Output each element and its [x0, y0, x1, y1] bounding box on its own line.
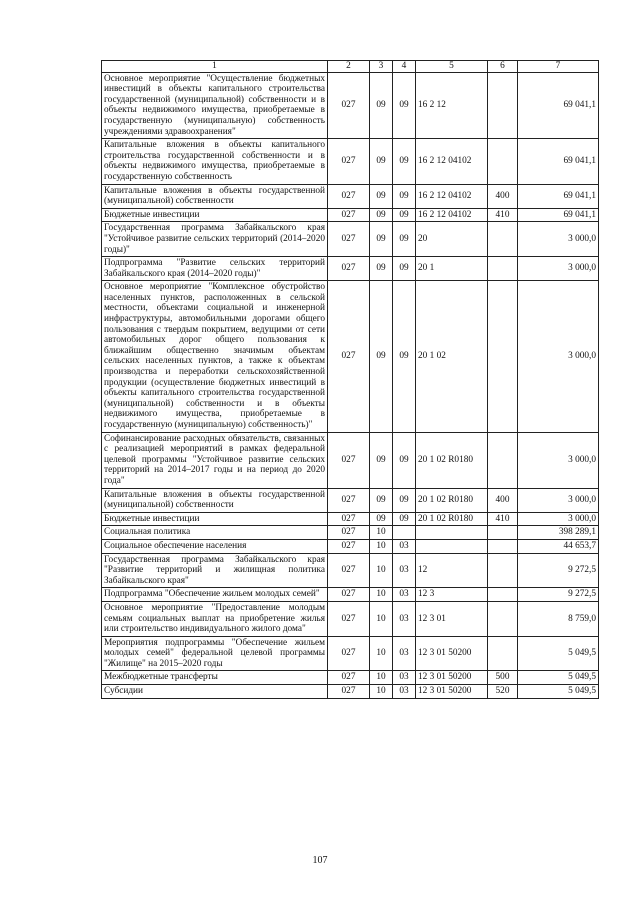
col-sum: 3 000,0	[518, 488, 599, 512]
col-rz: 09	[370, 257, 393, 281]
row-name: Подпрограмма "Развитие сельских территорий Забайкальского края (2014–2020 годы)"	[102, 257, 328, 281]
header-cell: 6	[488, 61, 518, 73]
row-name: Софинансирование расходных обязательств, связанных с реализацией мероприятий в рамках федеральной целевой программы "Устойчивое развитие сельских территорий на 2014–2017 годы и на период до 2020 года"	[102, 432, 328, 488]
col-rz: 09	[370, 72, 393, 139]
col-gr: 027	[328, 72, 370, 139]
col-vr	[488, 636, 518, 671]
row-name: Капитальные вложения в объекты государственной (муниципальной) собственности	[102, 184, 328, 208]
table-row	[102, 432, 599, 488]
table-row	[102, 601, 599, 636]
col-gr: 027	[328, 588, 370, 602]
col-cs: 20 1	[416, 257, 488, 281]
col-rz: 10	[370, 636, 393, 671]
row-name: Капитальные вложения в объекты государственной (муниципальной) собственности	[102, 488, 328, 512]
row-name: Основное мероприятие "Комплексное обустройство населенных пунктов, расположенных в сельской местности, объектами социальной и инженерной инфраструктуры, автомобильными дорогами общего пользования с твердым покрытием, ведущими от сети автомобильных дорог общего пользования к ближайшим общественно значимым объектам сельских населенных пунктов, а также к объектам производства и переработки сельскохозяйственной продукции (осуществление бюджетных инвестиций в объекты капитального строительства государственной (муниципальной) собственности и в объекты недвижимого имущества, приобретаемые в государственную (муниципальную) собственность)"	[102, 281, 328, 432]
table-row	[102, 539, 599, 553]
col-vr: 410	[488, 208, 518, 222]
col-vr	[488, 139, 518, 184]
col-cs: 20 1 02	[416, 281, 488, 432]
header-cell: 7	[518, 61, 599, 73]
col-pr: 09	[393, 488, 416, 512]
col-gr: 027	[328, 184, 370, 208]
col-gr: 027	[328, 685, 370, 699]
col-cs	[416, 526, 488, 540]
col-cs: 12 3	[416, 588, 488, 602]
col-pr: 09	[393, 432, 416, 488]
table-row	[102, 512, 599, 526]
col-gr: 027	[328, 539, 370, 553]
col-cs: 16 2 12 04102	[416, 208, 488, 222]
row-name: Государственная программа Забайкальского края "Развитие территорий и жилищная политика Забайкальского края"	[102, 553, 328, 588]
col-gr: 027	[328, 601, 370, 636]
col-gr: 027	[328, 512, 370, 526]
col-rz: 09	[370, 512, 393, 526]
col-pr: 09	[393, 257, 416, 281]
col-gr: 027	[328, 636, 370, 671]
col-sum: 9 272,5	[518, 588, 599, 602]
col-rz: 10	[370, 539, 393, 553]
col-pr: 09	[393, 72, 416, 139]
col-cs: 12 3 01 50200	[416, 685, 488, 699]
col-gr: 027	[328, 222, 370, 257]
col-sum: 3 000,0	[518, 222, 599, 257]
col-gr: 027	[328, 553, 370, 588]
row-name: Основное мероприятие "Осуществление бюджетных инвестиций в объекты капитального строительства государственной (муниципальной) собственности и в объекты недвижимого имущества, приобретаемые в государственную (муниципальную) собственность учреждениями здравоохранения"	[102, 72, 328, 139]
col-cs: 12 3 01 50200	[416, 636, 488, 671]
table-row	[102, 281, 599, 432]
col-pr: 09	[393, 222, 416, 257]
col-pr: 03	[393, 671, 416, 685]
header-cell: 4	[393, 61, 416, 73]
col-pr: 03	[393, 636, 416, 671]
budget-table	[101, 60, 599, 699]
col-gr: 027	[328, 257, 370, 281]
row-name: Подпрограмма "Обеспечение жильем молодых семей"	[102, 588, 328, 602]
table-row	[102, 72, 599, 139]
row-name: Мероприятия подпрограммы "Обеспечение жильем молодых семей" федеральной целевой программы "Жилище" на 2015–2020 годы	[102, 636, 328, 671]
col-gr: 027	[328, 526, 370, 540]
row-name: Субсидии	[102, 685, 328, 699]
col-vr	[488, 526, 518, 540]
row-name: Межбюджетные трансферты	[102, 671, 328, 685]
col-rz: 10	[370, 601, 393, 636]
col-rz: 09	[370, 281, 393, 432]
col-vr: 500	[488, 671, 518, 685]
header-cell: 5	[416, 61, 488, 73]
col-pr: 09	[393, 512, 416, 526]
col-cs: 12	[416, 553, 488, 588]
col-sum: 69 041,1	[518, 139, 599, 184]
col-sum: 69 041,1	[518, 184, 599, 208]
col-gr: 027	[328, 432, 370, 488]
col-vr: 400	[488, 488, 518, 512]
col-cs	[416, 539, 488, 553]
table-row	[102, 588, 599, 602]
row-name: Бюджетные инвестиции	[102, 208, 328, 222]
table-row	[102, 184, 599, 208]
col-sum: 8 759,0	[518, 601, 599, 636]
col-vr: 400	[488, 184, 518, 208]
col-vr	[488, 432, 518, 488]
col-vr	[488, 281, 518, 432]
col-vr	[488, 222, 518, 257]
col-pr: 03	[393, 539, 416, 553]
table-row	[102, 671, 599, 685]
col-sum: 3 000,0	[518, 512, 599, 526]
col-cs: 12 3 01	[416, 601, 488, 636]
page-number: 107	[312, 855, 328, 866]
col-sum: 44 653,7	[518, 539, 599, 553]
row-name: Социальная политика	[102, 526, 328, 540]
col-pr	[393, 526, 416, 540]
table-row	[102, 488, 599, 512]
row-name: Капитальные вложения в объекты капитального строительства государственной собственности и в объекты недвижимого имущества, приобретаемые в государственную собственность	[102, 139, 328, 184]
col-rz: 10	[370, 671, 393, 685]
col-sum: 69 041,1	[518, 208, 599, 222]
table-row	[102, 636, 599, 671]
col-rz: 10	[370, 588, 393, 602]
row-name: Социальное обеспечение населения	[102, 539, 328, 553]
col-vr: 410	[488, 512, 518, 526]
col-rz: 09	[370, 432, 393, 488]
col-cs: 12 3 01 50200	[416, 671, 488, 685]
table-row	[102, 526, 599, 540]
col-sum: 5 049,5	[518, 671, 599, 685]
col-vr	[488, 601, 518, 636]
col-cs: 20 1 02 R0180	[416, 512, 488, 526]
col-rz: 10	[370, 553, 393, 588]
row-name: Бюджетные инвестиции	[102, 512, 328, 526]
header-cell: 2	[328, 61, 370, 73]
col-sum: 3 000,0	[518, 257, 599, 281]
col-cs: 20 1 02 R0180	[416, 432, 488, 488]
table-row	[102, 139, 599, 184]
col-vr	[488, 539, 518, 553]
col-vr	[488, 588, 518, 602]
header-cell: 1	[102, 61, 328, 73]
col-vr	[488, 72, 518, 139]
col-vr	[488, 553, 518, 588]
col-pr: 03	[393, 553, 416, 588]
header-cell: 3	[370, 61, 393, 73]
col-pr: 09	[393, 184, 416, 208]
row-name: Основное мероприятие "Предоставление молодым семьям социальных выплат на приобретение жилья или строительство индивидуального жилого дома"	[102, 601, 328, 636]
col-gr: 027	[328, 139, 370, 184]
col-rz: 09	[370, 208, 393, 222]
col-pr: 09	[393, 208, 416, 222]
table-row	[102, 208, 599, 222]
row-name: Государственная программа Забайкальского края "Устойчивое развитие сельских территорий (2014–2020 годы)"	[102, 222, 328, 257]
table-row	[102, 257, 599, 281]
col-rz: 09	[370, 222, 393, 257]
col-sum: 3 000,0	[518, 432, 599, 488]
col-gr: 027	[328, 281, 370, 432]
col-sum: 69 041,1	[518, 72, 599, 139]
col-pr: 03	[393, 588, 416, 602]
col-cs: 16 2 12 04102	[416, 184, 488, 208]
col-cs: 20	[416, 222, 488, 257]
col-sum: 9 272,5	[518, 553, 599, 588]
col-sum: 5 049,5	[518, 685, 599, 699]
col-sum: 3 000,0	[518, 281, 599, 432]
header-row	[102, 61, 599, 73]
col-gr: 027	[328, 488, 370, 512]
col-cs: 16 2 12	[416, 72, 488, 139]
col-rz: 09	[370, 184, 393, 208]
col-rz: 10	[370, 526, 393, 540]
col-sum: 5 049,5	[518, 636, 599, 671]
col-sum: 398 289,1	[518, 526, 599, 540]
col-cs: 20 1 02 R0180	[416, 488, 488, 512]
col-rz: 10	[370, 685, 393, 699]
col-rz: 09	[370, 488, 393, 512]
table-row	[102, 685, 599, 699]
table-row	[102, 222, 599, 257]
col-cs: 16 2 12 04102	[416, 139, 488, 184]
table-row	[102, 553, 599, 588]
col-gr: 027	[328, 671, 370, 685]
col-gr: 027	[328, 208, 370, 222]
col-pr: 09	[393, 281, 416, 432]
col-pr: 03	[393, 601, 416, 636]
col-pr: 03	[393, 685, 416, 699]
col-rz: 09	[370, 139, 393, 184]
col-vr	[488, 257, 518, 281]
col-vr: 520	[488, 685, 518, 699]
col-pr: 09	[393, 139, 416, 184]
